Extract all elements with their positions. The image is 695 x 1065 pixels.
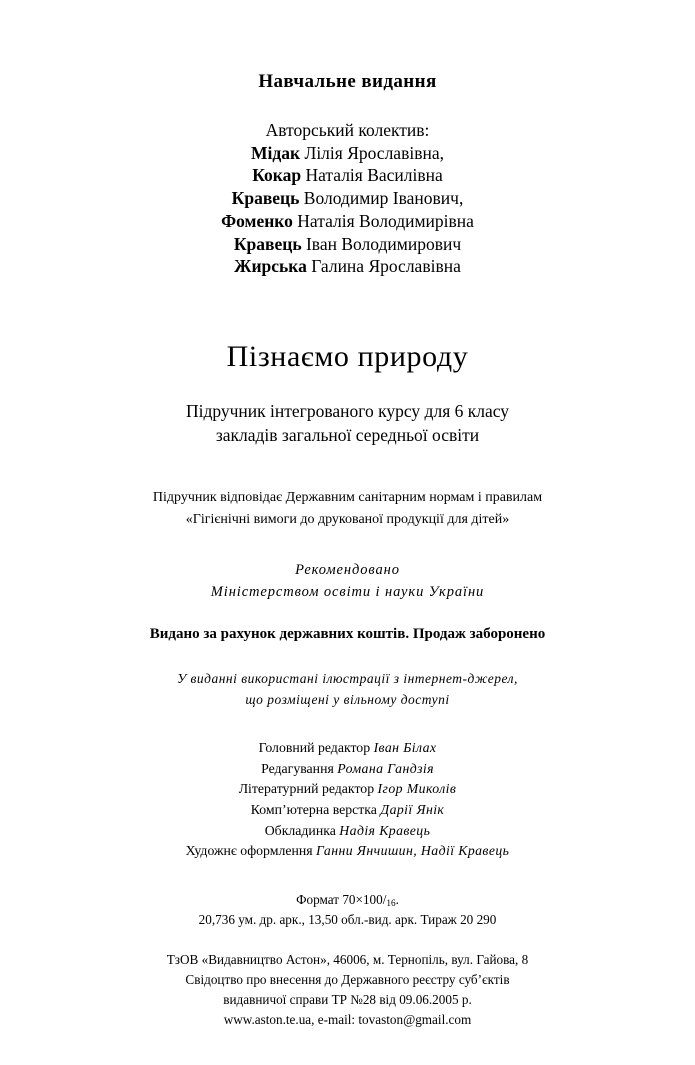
author-surname: Кравець [233,233,302,254]
print-run-line: 20,736 ум. др. арк., 13,50 обл.-вид. арк. Тираж 20 290 [198,912,497,928]
credit-person: Надія Кравець [339,822,431,838]
state-funded-notice: Видано за рахунок державних коштів. Продаж заборонено [149,626,546,643]
series-title: Навчальне видання [258,71,437,92]
credit-role: Художнє оформлення [185,843,313,859]
credit-person: Романа Гандзія [337,760,434,776]
illustrations-note-line: що розміщені у вільному доступі [245,691,450,707]
credit-entry [0,841,695,862]
credit-entry [0,800,695,821]
credit-role: Редагування [261,760,334,776]
authors-heading: Авторський колектив: [265,119,430,140]
sanitary-norms-block [0,487,695,530]
author-entry [0,233,695,256]
credit-entry [0,821,695,842]
author-given-name: Наталія Володимирівна [297,210,474,231]
author-entry [0,142,695,165]
author-given-name: Наталія Василівна [305,165,443,186]
book-subtitle [0,399,695,447]
recommendation-line: Рекомендовано [295,561,400,578]
credits-block [0,738,695,862]
norms-line: «Гігієнічні вимоги до друкованої продукції для дітей» [185,511,510,527]
illustrations-note [0,669,695,710]
credit-person: Ігор Миколів [377,781,457,797]
author-surname: Фоменко [221,210,293,231]
publisher-certificate-line: Свідоцтво про внесення до Державного реєстру суб’єктів [185,972,510,988]
publisher-imprint-block [0,950,695,1030]
format-label: Формат [296,892,340,908]
author-given-name: Лілія Ярославівна, [304,142,444,163]
norms-line: Підручник відповідає Державним санітарним нормам і правилам [152,490,543,506]
recommendation-line: Міністерством освіти і науки України [210,583,485,600]
author-entry [0,164,695,187]
credit-role: Літературний редактор [238,781,375,797]
author-entry [0,187,695,210]
credit-role: Головний редактор [258,739,371,755]
format-denominator: 16 [386,898,396,909]
author-given-name: Іван Володимирович [305,233,462,254]
author-entry [0,255,695,278]
recommendation-block [0,560,695,604]
credit-person: Ганни Янчишин, Надії Кравець [316,843,510,859]
subtitle-line: закладів загальної середньої освіти [215,425,480,446]
credit-person: Дарії Янік [380,802,445,818]
publisher-certificate-line: видавничої справи ТР №28 від 09.06.2005 р. [223,992,472,1008]
publisher-address-line: ТзОВ «Видавництво Астон», 46006, м. Тернопіль, вул. Гайова, 8 [166,952,529,968]
author-given-name: Володимир Іванович, [303,188,464,209]
format-suffix: . [395,892,399,908]
author-surname: Кравець [231,188,300,209]
credit-role: Комп’ютерна верстка [250,802,377,818]
author-surname: Жирська [234,256,307,277]
credit-entry [0,779,695,800]
format-value: 70×100/ [342,892,387,908]
book-title: Пізнаємо природу [226,340,469,374]
authors-block [0,119,695,278]
credit-entry [0,738,695,759]
author-entry [0,210,695,233]
credit-entry [0,759,695,780]
publisher-contact-line: www.aston.te.ua, e-mail: tovaston@gmail.com [223,1012,472,1028]
colophon-page [0,72,695,1065]
credit-role: Обкладинка [264,822,336,838]
author-surname: Кокар [252,165,302,186]
format-block [0,890,695,930]
author-given-name: Галина Ярославівна [311,256,461,277]
subtitle-line: Підручник інтегрованого курсу для 6 класу [185,401,510,422]
format-line [0,890,695,910]
credit-person: Іван Білах [373,739,437,755]
author-surname: Мідак [251,142,301,163]
illustrations-note-line: У виданні використані ілюстрації з інтернет-джерел, [177,671,518,687]
